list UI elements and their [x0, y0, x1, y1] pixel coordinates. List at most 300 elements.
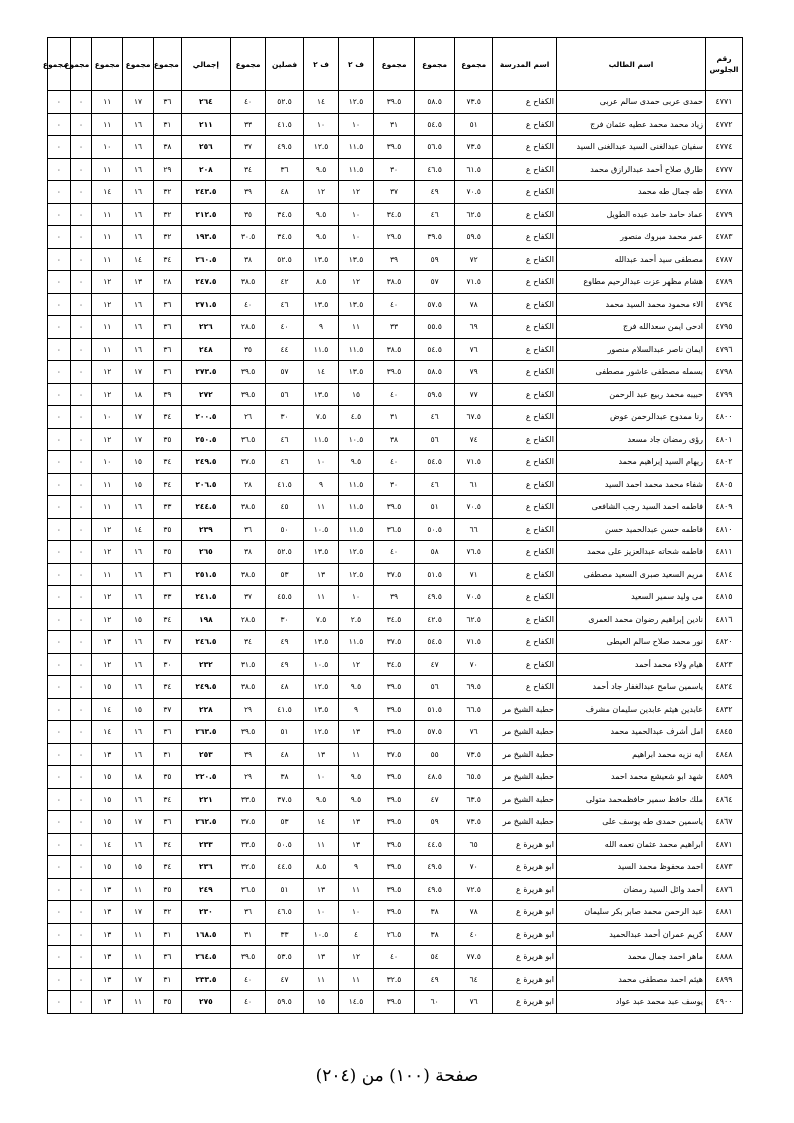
score-cell: ٩: [339, 698, 374, 721]
score-cell: ١٠: [339, 203, 374, 226]
score-cell: ٣٨.٥: [373, 338, 414, 361]
score-cell: ٤٤: [266, 338, 304, 361]
score-cell: ٤٦: [266, 451, 304, 474]
table-row: [48, 946, 743, 969]
score-cell: ٣١: [153, 968, 181, 991]
score-cell: ٠: [48, 991, 71, 1014]
total-score-cell: ٢٤٨: [181, 338, 230, 361]
school-name-cell: ابو هريرة ع: [493, 946, 557, 969]
score-cell: ٠: [70, 203, 92, 226]
score-cell: ١٦: [123, 158, 154, 181]
score-cell: ٤٦: [415, 406, 455, 429]
table-row: [48, 361, 743, 384]
score-cell: ٣٩.٥: [373, 361, 414, 384]
score-cell: ٤: [339, 923, 374, 946]
score-cell: ١١.٥: [339, 518, 374, 541]
school-name-cell: حطبة الشيخ مر: [493, 788, 557, 811]
score-cell: ١٦: [123, 541, 154, 564]
school-name-cell: حطبة الشيخ مر: [493, 698, 557, 721]
total-score-cell: ٢٣٣.٥: [181, 968, 230, 991]
score-cell: ١٣.٥: [304, 631, 339, 654]
score-cell: ٣١: [153, 923, 181, 946]
score-cell: ٧١.٥: [455, 631, 493, 654]
seat-number-cell: ٤٨٠٥: [706, 473, 743, 496]
score-cell: ٣٧.٥: [266, 788, 304, 811]
score-cell: ٤٧: [415, 653, 455, 676]
column-header: مجموع: [455, 38, 493, 91]
score-cell: ١٢.٥: [304, 136, 339, 159]
score-cell: ٠: [70, 766, 92, 789]
school-name-cell: حطبة الشيخ مر: [493, 766, 557, 789]
score-cell: ٠: [70, 878, 92, 901]
score-cell: ٥٠.٥: [266, 833, 304, 856]
total-score-cell: ٢٢٠.٥: [181, 766, 230, 789]
table-header: [42, 38, 743, 91]
score-cell: ٠: [48, 563, 71, 586]
table-body: [48, 91, 743, 1014]
column-header: رقم الجلوس: [706, 38, 743, 91]
total-score-cell: ٢٣٩: [181, 518, 230, 541]
score-cell: ١٥: [92, 676, 123, 699]
score-cell: ١٤: [92, 833, 123, 856]
score-cell: ١٨: [123, 383, 154, 406]
score-cell: ١٣: [123, 271, 154, 294]
score-cell: ١٣: [339, 833, 374, 856]
score-cell: ٣٠: [266, 608, 304, 631]
seat-number-cell: ٤٨٨١: [706, 901, 743, 924]
score-cell: ٤٢.٥: [415, 608, 455, 631]
score-cell: ٠: [70, 518, 92, 541]
score-cell: ٤٦: [415, 203, 455, 226]
header-row: [48, 38, 743, 91]
score-cell: ٣٦: [231, 518, 266, 541]
score-cell: ١٥: [92, 856, 123, 879]
score-cell: ٣٩.٥: [373, 721, 414, 744]
student-name-cell: ادحى ايمن سعدالله فرج: [556, 316, 705, 339]
total-score-cell: ٢٣٣: [181, 833, 230, 856]
score-cell: ٣٦: [153, 91, 181, 114]
score-cell: ٣٦.٥: [373, 518, 414, 541]
score-cell: ٦٣.٥: [455, 788, 493, 811]
score-cell: ٥٢.٥: [266, 91, 304, 114]
score-cell: ٣٤.٥: [266, 226, 304, 249]
student-name-cell: نور محمد صلاح سالم العيطى: [556, 631, 705, 654]
score-cell: ٠: [48, 338, 71, 361]
school-name-cell: حطبة الشيخ مر: [493, 721, 557, 744]
score-cell: ١٢: [92, 541, 123, 564]
student-name-cell: عمر محمد مبروك منصور: [556, 226, 705, 249]
score-cell: ٤٠: [373, 293, 414, 316]
score-cell: ٦١: [455, 473, 493, 496]
score-cell: ١٣: [92, 946, 123, 969]
score-cell: ١١: [123, 923, 154, 946]
table-row: [48, 406, 743, 429]
table-row: [48, 991, 743, 1014]
total-score-cell: ٢٢٦: [181, 316, 230, 339]
seat-number-cell: ٤٨١٠: [706, 518, 743, 541]
school-name-cell: الكفاح ع: [493, 91, 557, 114]
score-cell: ٤٨: [266, 181, 304, 204]
school-name-cell: الكفاح ع: [493, 653, 557, 676]
score-cell: ١٢: [92, 271, 123, 294]
score-cell: ٣٧: [153, 631, 181, 654]
score-cell: ٠: [48, 181, 71, 204]
score-cell: ١٦: [123, 203, 154, 226]
score-cell: ٠: [48, 631, 71, 654]
score-cell: ٣٣.٥: [231, 833, 266, 856]
score-cell: ٤٩: [415, 968, 455, 991]
score-cell: ٠: [70, 136, 92, 159]
student-name-cell: امل أشرف عبدالحميد محمد: [556, 721, 705, 744]
score-cell: ١٣.٥: [339, 293, 374, 316]
score-cell: ٥٣: [266, 563, 304, 586]
score-cell: ٧٧: [455, 383, 493, 406]
column-header: مجموع: [153, 38, 181, 91]
total-score-cell: ٢٣٦: [181, 856, 230, 879]
score-cell: ٣٩: [373, 248, 414, 271]
total-score-cell: ١٩٨: [181, 608, 230, 631]
score-cell: ٦٧.٥: [455, 406, 493, 429]
score-cell: ٤٩: [266, 631, 304, 654]
table-row: [48, 698, 743, 721]
score-cell: ١٥: [123, 473, 154, 496]
score-cell: ٥٨: [415, 541, 455, 564]
score-cell: ٤٦.٥: [266, 901, 304, 924]
school-name-cell: الكفاح ع: [493, 181, 557, 204]
seat-number-cell: ٤٧٨٣: [706, 226, 743, 249]
score-cell: ١٢.٥: [339, 91, 374, 114]
table-row: [48, 631, 743, 654]
seat-number-cell: ٤٧٧٤: [706, 136, 743, 159]
total-score-cell: ٢٤٩.٥: [181, 451, 230, 474]
seat-number-cell: ٤٧٧٨: [706, 181, 743, 204]
score-cell: ٥١: [455, 113, 493, 136]
score-cell: ٠: [48, 608, 71, 631]
score-cell: ٠: [48, 698, 71, 721]
score-cell: ٠: [48, 923, 71, 946]
score-cell: ٣٣: [373, 316, 414, 339]
score-cell: ٥٤.٥: [415, 338, 455, 361]
score-cell: ٣٤: [231, 631, 266, 654]
score-cell: ١١: [92, 316, 123, 339]
score-cell: ٥٤: [415, 946, 455, 969]
score-cell: ٠: [70, 338, 92, 361]
student-name-cell: هشام مظهر عزت عبدالرحيم مطاوع: [556, 271, 705, 294]
score-cell: ٠: [48, 901, 71, 924]
score-cell: ١٥: [92, 766, 123, 789]
seat-number-cell: ٤٨٢٤: [706, 676, 743, 699]
seat-number-cell: ٤٨٨٨: [706, 946, 743, 969]
score-cell: ١٧: [123, 406, 154, 429]
score-cell: ٥١: [415, 496, 455, 519]
score-cell: ٠: [70, 316, 92, 339]
score-cell: ٣٦: [153, 563, 181, 586]
score-cell: ٥٧: [415, 271, 455, 294]
table-row: [48, 878, 743, 901]
score-cell: ١٤: [92, 698, 123, 721]
score-cell: ٣٩.٥: [373, 91, 414, 114]
score-cell: ٠: [48, 451, 71, 474]
school-name-cell: الكفاح ع: [493, 203, 557, 226]
score-cell: ٧٨: [455, 293, 493, 316]
student-name-cell: شفاء محمد محمد احمد السيد: [556, 473, 705, 496]
score-cell: ١٦: [123, 788, 154, 811]
score-cell: ٠: [48, 856, 71, 879]
score-cell: ٧٣.٥: [455, 743, 493, 766]
score-cell: ١٢: [339, 271, 374, 294]
score-cell: ٥٦.٥: [415, 136, 455, 159]
score-cell: ٣٣: [266, 923, 304, 946]
score-cell: ١١: [339, 743, 374, 766]
student-name-cell: مى وليد سمير السعيد: [556, 586, 705, 609]
total-score-cell: ٢٤١.٥: [181, 586, 230, 609]
score-cell: ٠: [48, 428, 71, 451]
score-cell: ٥٠.٥: [415, 518, 455, 541]
score-cell: ١١.٥: [339, 158, 374, 181]
score-cell: ٧.٥: [304, 406, 339, 429]
score-cell: ٣٠: [153, 653, 181, 676]
score-cell: ٠: [70, 361, 92, 384]
score-cell: ٠: [70, 541, 92, 564]
score-cell: ٤٩.٥: [415, 878, 455, 901]
student-name-cell: احمد محفوظ محمد السيد: [556, 856, 705, 879]
score-cell: ٠: [48, 293, 71, 316]
column-header: مجموع: [415, 38, 455, 91]
score-cell: ٣٠.٥: [231, 226, 266, 249]
score-cell: ١٥: [304, 991, 339, 1014]
score-cell: ٣١: [153, 113, 181, 136]
score-cell: ٩.٥: [304, 158, 339, 181]
score-cell: ٠: [48, 833, 71, 856]
score-cell: ١٦: [123, 316, 154, 339]
school-name-cell: الكفاح ع: [493, 248, 557, 271]
score-cell: ١٦: [123, 631, 154, 654]
score-cell: ٣٩.٥: [373, 991, 414, 1014]
score-cell: ٧٦: [455, 991, 493, 1014]
score-cell: ١٣: [92, 901, 123, 924]
score-cell: ٧٢.٥: [455, 878, 493, 901]
seat-number-cell: ٤٨٢٠: [706, 631, 743, 654]
student-name-cell: رنا ممدوح عبدالرحمن عوض: [556, 406, 705, 429]
score-cell: ٣٣: [231, 113, 266, 136]
score-cell: ٧٠: [455, 653, 493, 676]
score-cell: ١٠: [304, 451, 339, 474]
school-name-cell: ابو هريرة ع: [493, 901, 557, 924]
column-header: ف ٢: [304, 38, 339, 91]
score-cell: ٠: [48, 406, 71, 429]
score-cell: ١٦: [123, 496, 154, 519]
score-cell: ٥٤.٥: [415, 113, 455, 136]
school-name-cell: ابو هريرة ع: [493, 878, 557, 901]
score-cell: ٠: [70, 901, 92, 924]
score-cell: ١١.٥: [339, 338, 374, 361]
score-cell: ١٤: [304, 361, 339, 384]
score-cell: ٠: [70, 496, 92, 519]
student-name-cell: ملك حافظ سمير حافظمحمد متولى: [556, 788, 705, 811]
seat-number-cell: ٤٨١٥: [706, 586, 743, 609]
score-cell: ٩: [304, 316, 339, 339]
school-name-cell: الكفاح ع: [493, 383, 557, 406]
school-name-cell: الكفاح ع: [493, 631, 557, 654]
school-name-cell: الكفاح ع: [493, 158, 557, 181]
score-cell: ١٧: [123, 901, 154, 924]
score-cell: ٥٨.٥: [415, 361, 455, 384]
score-cell: ٣٠: [373, 158, 414, 181]
score-cell: ٠: [70, 383, 92, 406]
score-cell: ٠: [48, 878, 71, 901]
score-cell: ٣٩: [373, 586, 414, 609]
table-row: [48, 136, 743, 159]
student-name-cell: نادين إبراهيم رضوان محمد العمرى: [556, 608, 705, 631]
score-cell: ٠: [70, 856, 92, 879]
score-cell: ٣٤.٥: [373, 203, 414, 226]
score-cell: ٤١.٥: [266, 698, 304, 721]
seat-number-cell: ٤٧٧٧: [706, 158, 743, 181]
score-cell: ٠: [70, 968, 92, 991]
score-cell: ١٣.٥: [304, 248, 339, 271]
score-cell: ٣٣: [153, 496, 181, 519]
score-cell: ٦٢.٥: [455, 203, 493, 226]
score-cell: ١٢: [92, 608, 123, 631]
score-cell: ٩.٥: [339, 676, 374, 699]
score-cell: ٨.٥: [304, 856, 339, 879]
score-cell: ٣٣: [153, 586, 181, 609]
score-cell: ١٦: [123, 293, 154, 316]
score-cell: ٥٧.٥: [415, 721, 455, 744]
score-cell: ١٠: [304, 113, 339, 136]
score-cell: ١٢: [92, 293, 123, 316]
total-score-cell: ٢٧٥: [181, 991, 230, 1014]
school-name-cell: الكفاح ع: [493, 676, 557, 699]
student-name-cell: طه جمال طه محمد: [556, 181, 705, 204]
school-name-cell: الكفاح ع: [493, 451, 557, 474]
score-cell: ٠: [48, 271, 71, 294]
student-name-cell: حبيبه محمد ربيع عبد الرحمن: [556, 383, 705, 406]
score-cell: ١٤: [92, 721, 123, 744]
score-cell: ٦٩: [455, 316, 493, 339]
score-cell: ١١: [92, 158, 123, 181]
school-name-cell: الكفاح ع: [493, 518, 557, 541]
score-cell: ٣٢.٥: [231, 856, 266, 879]
score-cell: ٠: [48, 721, 71, 744]
score-cell: ٧٦.٥: [455, 541, 493, 564]
student-name-cell: مريم السعيد صبرى السعيد مصطفى: [556, 563, 705, 586]
column-header: مجموع: [231, 38, 266, 91]
score-cell: ١١: [92, 113, 123, 136]
student-name-cell: يوسف عبد محمد عبد عواد: [556, 991, 705, 1014]
student-name-cell: عبد الرحمن محمد صابر بكر سليمان: [556, 901, 705, 924]
score-cell: ٣٤.٥: [373, 608, 414, 631]
column-header: إجمالي: [181, 38, 230, 91]
score-cell: ١٦: [123, 181, 154, 204]
score-cell: ٣٦.٥: [231, 428, 266, 451]
score-cell: ٠: [48, 113, 71, 136]
score-cell: ٥١.٥: [415, 698, 455, 721]
score-cell: ١٢: [304, 181, 339, 204]
student-name-cell: رؤى رمضان جاد مسعد: [556, 428, 705, 451]
score-cell: ٤١.٥: [266, 113, 304, 136]
score-cell: ٣٨: [231, 248, 266, 271]
score-cell: ٤٥: [266, 496, 304, 519]
score-cell: ٤٦: [415, 473, 455, 496]
score-cell: ٢٨: [231, 473, 266, 496]
score-cell: ١٥: [92, 788, 123, 811]
page-number: صفحة (١٠٠) من (٢٠٤): [315, 1066, 479, 1086]
score-cell: ١٣.٥: [339, 248, 374, 271]
score-cell: ٣٥: [231, 203, 266, 226]
score-cell: ٠: [70, 743, 92, 766]
score-cell: ١٢: [92, 428, 123, 451]
score-cell: ١١.٥: [304, 428, 339, 451]
score-cell: ١٢.٥: [339, 563, 374, 586]
total-score-cell: ٢١١: [181, 113, 230, 136]
score-cell: ٩.٥: [339, 766, 374, 789]
score-cell: ١٣: [92, 991, 123, 1014]
score-cell: ٠: [70, 248, 92, 271]
school-name-cell: الكفاح ع: [493, 496, 557, 519]
score-cell: ١١: [92, 496, 123, 519]
score-cell: ٣٩.٥: [373, 878, 414, 901]
score-cell: ١٠: [304, 766, 339, 789]
score-cell: ٣٤: [153, 406, 181, 429]
score-cell: ٥٥.٥: [415, 316, 455, 339]
score-cell: ٣٦: [231, 901, 266, 924]
score-cell: ٣٦: [153, 338, 181, 361]
table-row: [48, 563, 743, 586]
seat-number-cell: ٤٨٨٧: [706, 923, 743, 946]
score-cell: ٥٥: [415, 743, 455, 766]
seat-number-cell: ٤٧٩٨: [706, 361, 743, 384]
score-cell: ٠: [48, 136, 71, 159]
score-cell: ٠: [48, 743, 71, 766]
school-name-cell: الكفاح ع: [493, 113, 557, 136]
student-name-cell: ياسمين حمدى طه يوسف على: [556, 811, 705, 834]
total-score-cell: ٢٣٢: [181, 653, 230, 676]
score-cell: ١٢: [339, 653, 374, 676]
score-cell: ٣٦.٥: [231, 878, 266, 901]
total-score-cell: ٢٣٠: [181, 901, 230, 924]
seat-number-cell: ٤٨٤٨: [706, 743, 743, 766]
student-name-cell: بسمله مصطفى عاشور مصطفى: [556, 361, 705, 384]
student-name-cell: شهد ابو شعيشع محمد احمد: [556, 766, 705, 789]
score-cell: ١٣.٥: [339, 361, 374, 384]
student-name-cell: فاطمه شحاته عبدالعزيز على محمد: [556, 541, 705, 564]
total-score-cell: ١٩٣.٥: [181, 226, 230, 249]
score-cell: ٠: [48, 383, 71, 406]
score-cell: ٠: [70, 608, 92, 631]
score-cell: ٣٤: [231, 158, 266, 181]
student-name-cell: أحمد وائل السيد رمضان: [556, 878, 705, 901]
column-header: مجموع: [373, 38, 414, 91]
score-cell: ٧٤: [455, 428, 493, 451]
school-name-cell: الكفاح ع: [493, 428, 557, 451]
table-row: [48, 113, 743, 136]
student-name-cell: الاء محمود محمد السيد محمد: [556, 293, 705, 316]
student-name-cell: زياد محمد محمد عطيه عثمان فرج: [556, 113, 705, 136]
school-name-cell: الكفاح ع: [493, 271, 557, 294]
school-name-cell: الكفاح ع: [493, 541, 557, 564]
score-cell: ٢٨.٥: [231, 608, 266, 631]
school-name-cell: الكفاح ع: [493, 338, 557, 361]
score-cell: ٩: [339, 856, 374, 879]
school-name-cell: ابو هريرة ع: [493, 991, 557, 1014]
total-score-cell: ٢٤٩: [181, 878, 230, 901]
score-cell: ٧.٥: [304, 608, 339, 631]
score-cell: ٥٦: [266, 383, 304, 406]
score-cell: ٠: [70, 563, 92, 586]
school-name-cell: ابو هريرة ع: [493, 833, 557, 856]
score-cell: ١٥: [123, 451, 154, 474]
